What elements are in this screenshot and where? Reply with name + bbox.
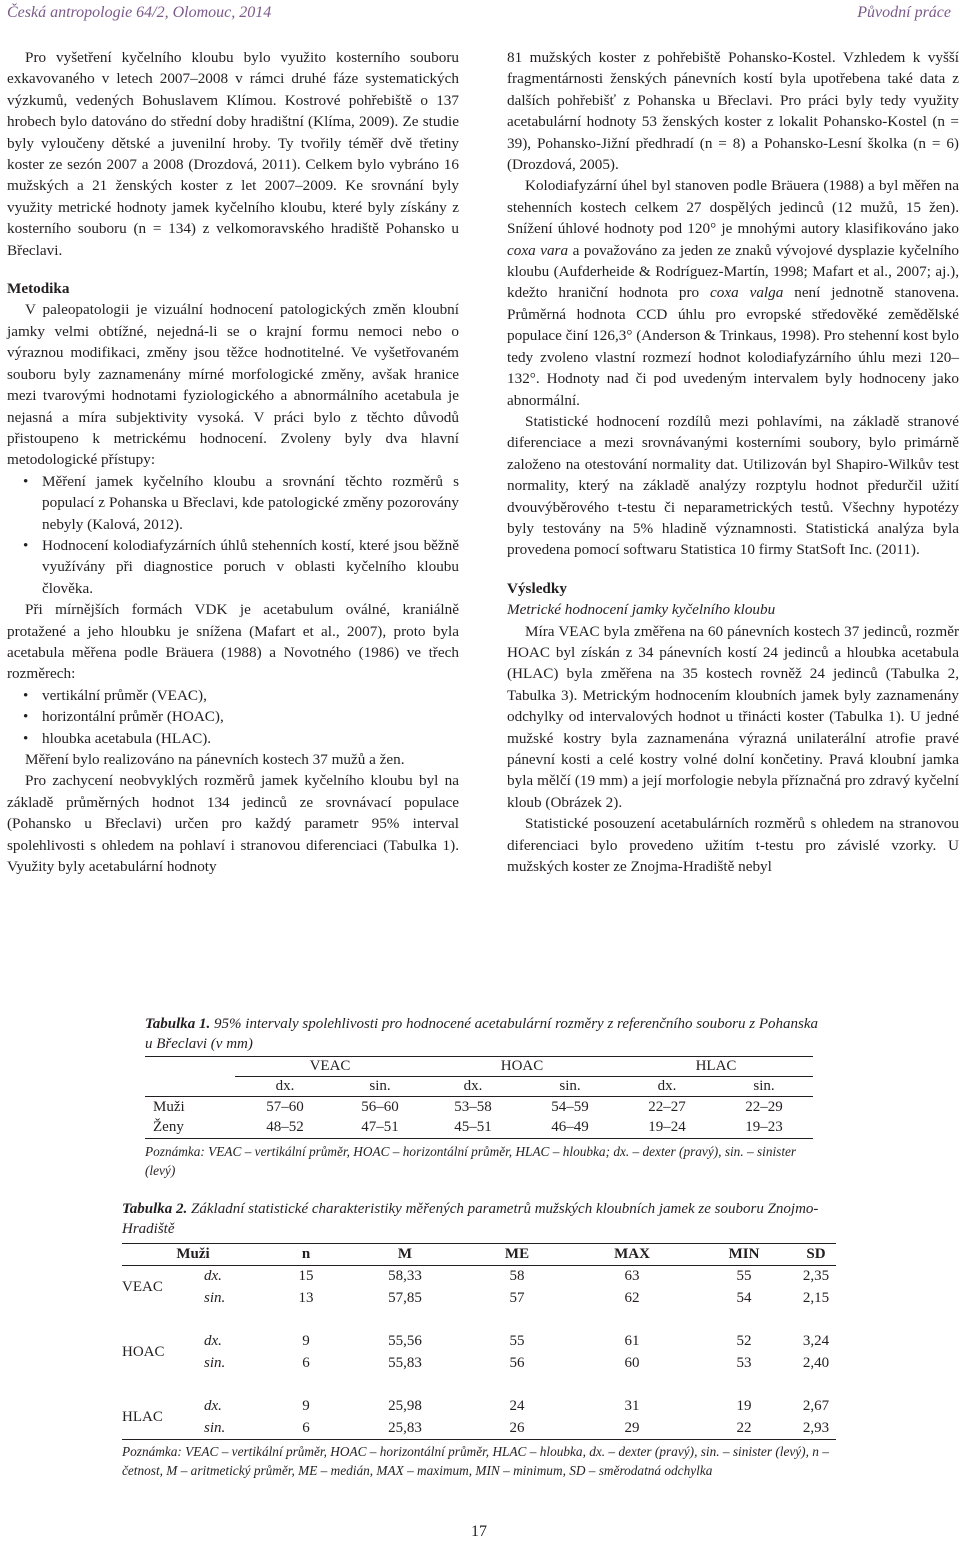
cell: 54–59	[551, 1098, 589, 1115]
list-item: • Měření jamek kyčelního kloubu a srovnání těchto rozměrů s populací z Pohanska u Břeclavi, kde patologické změny pozorovány nebyly (Kalová, 2012).	[7, 471, 459, 535]
bullet-list	[7, 685, 459, 749]
row-label: Ženy	[153, 1119, 184, 1136]
cell: 62	[624, 1290, 640, 1306]
side-label: sin.	[204, 1290, 226, 1306]
paragraph: V paleopatologii je vizuální hodnocení patologických změn kloubní jamky velmi obtížné, nejedná-li se o krajní formu nemoci nebo o výraznou modifikaci, změny jsou těžce hodnotitelné. Ve vyšetřovaném souboru byly zaznamenány mírné morfologické změny, avšak hranice mezi tvarovými hodnotami fyziologického a abnormálního acetabula je nejasná a míra subjektivity vysoká. V práci bylo z těchto důvodů přistoupeno k metrickému hodnocení. Zvoleny byly dva hlavní metodologické přístupy:	[7, 301, 459, 469]
subheader: sin.	[559, 1078, 581, 1094]
cell: 63	[624, 1268, 640, 1285]
caption-text: Základní statistické charakteristiky měřených parametrů mužských kloubních jamek ze souboru Znojmo-Hradiště	[122, 1201, 819, 1237]
cell: 6	[302, 1419, 310, 1436]
cell: 31	[624, 1398, 640, 1414]
list-item: • horizontální průměr (HOAC),	[7, 706, 459, 727]
cell: 19	[736, 1398, 752, 1414]
header-cell: MIN	[728, 1246, 760, 1262]
cell: 57	[509, 1290, 525, 1306]
cell: 24	[509, 1398, 525, 1414]
table-row	[122, 1418, 836, 1440]
cell: 55,56	[388, 1333, 422, 1349]
side-label: dx.	[204, 1398, 222, 1414]
table-1-block	[145, 1014, 821, 1180]
table-2-block	[122, 1199, 844, 1480]
cell: 2,93	[802, 1419, 830, 1436]
cell: 6	[302, 1355, 310, 1371]
paragraph: Statistické hodnocení rozdílů mezi pohlavími, na základě stranové diferenciace a mezi srovnávanými kosterními soubory, bylo primárně založeno na otestování normality dat. Utilizován byl Shapiro-Wilkův test normality, který na základě analýzy rozptylu hodnot předurčil užití dvouvýběrového t-testu či neparametrických testů. Všechny hypotézy byly testovány na 5% hladině významnosti. Statistická analýza byla provedena pomocí softwaru Statistica 10 firmy StatSoft Inc. (2011).	[507, 412, 959, 559]
cell: 47–51	[361, 1119, 399, 1136]
cell: 56	[509, 1355, 525, 1371]
paragraph	[507, 175, 959, 410]
table-row	[145, 1118, 813, 1139]
table-1-caption	[145, 1014, 821, 1054]
header-cell: SD	[806, 1246, 826, 1262]
paragraph: Měření bylo realizováno na pánevních kostech 37 mužů a žen.	[25, 751, 405, 768]
cell: 61	[624, 1333, 640, 1349]
header-cell: MAX	[614, 1246, 650, 1262]
cell: 53	[736, 1355, 752, 1371]
cell: 2,35	[802, 1268, 830, 1285]
heading-metodika: Metodika	[7, 280, 70, 298]
header-cell: M	[397, 1246, 413, 1262]
paragraph: 81 mužských koster z pohřebiště Pohansko-Kostel. Vzhledem k vyšší fragmentárnosti ženských pánevních kostí byla upotřebena také data z dalších pohřebišť z Pohanska u Břeclavi. Pro práci byly tedy využity acetabulární hodnoty 53 ženských koster z lokalit Pohansko-Kostel (n = 39), Pohansko-Jižní předhradí (n = 8) a Pohansko-Lesní školka (n = 6) (Drozdová, 2005).	[507, 49, 959, 174]
cell: 58	[509, 1268, 525, 1285]
cell: 25,83	[388, 1419, 422, 1436]
subheader: sin.	[369, 1078, 391, 1094]
side-label: sin.	[204, 1419, 226, 1436]
cell: 54	[736, 1290, 752, 1306]
italic-term: coxa vara	[507, 241, 569, 259]
cell: 19–24	[648, 1119, 686, 1136]
cell: 45–51	[454, 1119, 492, 1136]
cell: 55	[736, 1268, 752, 1285]
text-run: není jednotně stanovena. Průměrná hodnota CCD úhlu pro evropské středověké zemědělské populace činí 126,3° (Anderson & Trinkaus, 1998). Pro stehenní kost bylo tedy zvoleno vlastní rozmezí hodnot kolodiafyzárního úhlu mezi 120–132°. Hodnoty nad či pod uvedeným intervalem byly hodnoceny jako abnormální.	[507, 284, 959, 409]
list-item: • vertikální průměr (VEAC),	[7, 685, 459, 706]
cell: 26	[509, 1419, 525, 1436]
paragraph: Statistické posouzení acetabulárních rozměrů s ohledem na stranovou diferenciaci bylo provedeno užitím t-testu pro závislé vzorky. U mužských koster ze Znojma-Hradiště nebyl	[507, 815, 959, 876]
subheader: dx.	[657, 1078, 677, 1094]
header-cell: ME	[504, 1246, 530, 1262]
cell: 9	[302, 1333, 310, 1349]
text-run: a považováno za jeden ze znaků vývojové dysplazie kyčelního kloubu (Aufderheide & Rodríguez-Martín, 1998; Mafart et al., 2007; aj.), kdežto hraniční hodnota pro	[507, 241, 959, 302]
cell: 22–27	[648, 1098, 686, 1115]
subheader: sin.	[753, 1078, 775, 1094]
table-1	[145, 1056, 813, 1139]
right-column	[507, 47, 959, 877]
row-label: Muži	[153, 1098, 185, 1115]
cell: 25,98	[388, 1398, 422, 1414]
cell: 19–23	[745, 1119, 783, 1136]
cell: 57,85	[388, 1290, 422, 1306]
left-column	[7, 47, 459, 877]
group-header: VEAC	[235, 1057, 425, 1077]
caption-label: Tabulka 2.	[122, 1201, 188, 1217]
group-label: HLAC	[122, 1408, 163, 1425]
cell: 58,33	[388, 1268, 422, 1285]
cell: 9	[302, 1398, 310, 1414]
side-label: sin.	[204, 1355, 226, 1371]
paragraph: Při mírnějších formách VDK je acetabulum oválné, kraniálně protažené a jeho hloubku je snížena (Mafart et al., 2007), proto byla acetabula měřena podle Bräuera (1988) a Novotného (1986) ve třech rozměrech:	[7, 601, 459, 683]
cell: 22	[736, 1419, 752, 1436]
cell: 55,83	[388, 1355, 422, 1371]
text-run: Kolodiafyzární úhel byl stanoven podle Bräuera (1988) a byl měřen na stehenních kostech celkem 27 dospělých jedinců (12 mužů, 15 žen). Snížení úhlové hodnoty pod 120° je mnohými autory klasifikováno jako	[507, 177, 959, 238]
italic-term: coxa valga	[710, 284, 784, 302]
cell: 15	[298, 1268, 314, 1285]
side-label: dx.	[204, 1268, 222, 1285]
group-header: HOAC	[425, 1057, 619, 1077]
cell: 2,40	[802, 1355, 830, 1371]
side-label: dx.	[204, 1333, 222, 1349]
page-number: 17	[471, 1523, 487, 1540]
group-header: HLAC	[619, 1057, 813, 1077]
page-header	[0, 0, 960, 30]
table-row	[122, 1353, 836, 1375]
cell: 3,24	[802, 1333, 830, 1349]
subheader: dx.	[275, 1078, 295, 1094]
bullet-list	[7, 471, 459, 599]
caption-label: Tabulka 1.	[145, 1016, 211, 1032]
heading-vysledky: Výsledky	[507, 579, 567, 597]
table-row	[122, 1288, 836, 1310]
cell: 22–29	[745, 1098, 783, 1115]
subheader: dx.	[463, 1078, 483, 1094]
header-cell: Muži	[176, 1246, 210, 1262]
table-1-note: Poznámka: VEAC – vertikální průměr, HOAC – horizontální průměr, HLAC – hloubka; dx. – dexter (pravý), sin. – sinister (levý)	[145, 1144, 797, 1178]
table-2	[122, 1243, 836, 1440]
table-row	[145, 1097, 813, 1118]
table-row	[122, 1266, 836, 1288]
cell: 60	[624, 1355, 640, 1371]
paragraph: Pro zachycení neobvyklých rozměrů jamek kyčelního kloubu byl na základě průměrných hodnot 134 jedinců ze srovnávací populace (Pohansko u Břeclavi) určen pro každý parametr 95% interval spolehlivosti s ohledem na pohlaví i stranovou diferenciaci (Tabulka 1). Využity byly acetabulární hodnoty	[7, 772, 459, 876]
cell: 13	[298, 1290, 314, 1306]
cell: 55	[509, 1333, 525, 1349]
cell: 56–60	[361, 1098, 399, 1115]
table-row	[122, 1396, 836, 1418]
cell: 29	[624, 1419, 640, 1436]
table-2-caption	[122, 1199, 844, 1239]
group-label: HOAC	[122, 1344, 165, 1360]
cell: 46–49	[551, 1119, 589, 1136]
cell: 48–52	[266, 1119, 304, 1136]
section-title: Původní práce	[857, 4, 951, 21]
header-cell: n	[301, 1246, 311, 1262]
journal-title: Česká antropologie 64/2, Olomouc, 2014	[7, 4, 272, 21]
list-item: • Hodnocení kolodiafyzárních úhlů stehenních kostí, které jsou běžně využívány při diagnostice poruch v oblasti kyčelního kloubu člověka.	[7, 535, 459, 599]
cell: 52	[736, 1333, 752, 1349]
table-2-note: Poznámka: VEAC – vertikální průměr, HOAC – horizontální průměr, HLAC – hloubka, dx. – dexter (pravý), sin. – sinister (levý), n – četnost, M – aritmetický průměr, ME – medián, MAX – maximum, MIN – minimum, SD – směrodatná odchylka	[122, 1444, 829, 1478]
cell: 2,67	[802, 1398, 830, 1414]
caption-text: 95% intervaly spolehlivosti pro hodnocené acetabulární rozměry z referenčního souboru z Pohanska u Břeclavi (v mm)	[145, 1016, 818, 1052]
paragraph: Míra VEAC byla změřena na 60 pánevních kostech 37 jedinců, rozměr HOAC byl získán z 34 pánevních kostí 24 jedinců a hloubka acetabula (HLAC) byla změřena na 35 kostech rovněž 24 jedinců (Tabulka 2, Tabulka 3). Metrickým hodnocením kloubních jamek byly zaznamenány odchylky od intervalových hodnot u třinácti koster (Tabulka 1). U jedné mužské kostry byla zaznamenána výrazná unilaterální atrofie pravé pánevní kosti a celé kostry volné dolní končetiny. Pravá kloubní jamka byla mělčí (19 mm) a její morfologie nebyla příznačná pro zdravý kyčelní kloub (Obrázek 2).	[507, 622, 959, 811]
list-item: • hloubka acetabula (HLAC).	[7, 728, 459, 749]
cell: 53–58	[454, 1098, 492, 1115]
subheading: Metrické hodnocení jamky kyčelního kloubu	[507, 601, 776, 619]
group-label: VEAC	[122, 1279, 163, 1296]
cell: 57–60	[266, 1098, 304, 1115]
paragraph: Pro vyšetření kyčelního kloubu bylo využito kosterního souboru exkavovaného v letech 2007–2008 v rámci druhé fáze systematických výzkumů, vedených Bohuslavem Klímou. Kostrové pohřebiště o 137 hrobech bylo datováno do střední doby hradištní (Klíma, 2009). Ze studie byly vyloučeny dětské a juvenilní hroby. Ty tvořily téměř dvě třetiny koster ze sezón 2007 a 2008 (Drozdová, 2011). Celkem bylo vybráno 16 mužských a 21 ženských koster z let 2007–2009. Ke srovnání byly využity metrické hodnoty jamek kyčelního kloubu, které byly získány z kosterního souboru (n = 134) z velkomoravského hradiště Pohansko u Břeclavi.	[7, 49, 459, 259]
cell: 2,15	[802, 1290, 830, 1306]
table-row	[122, 1331, 836, 1353]
